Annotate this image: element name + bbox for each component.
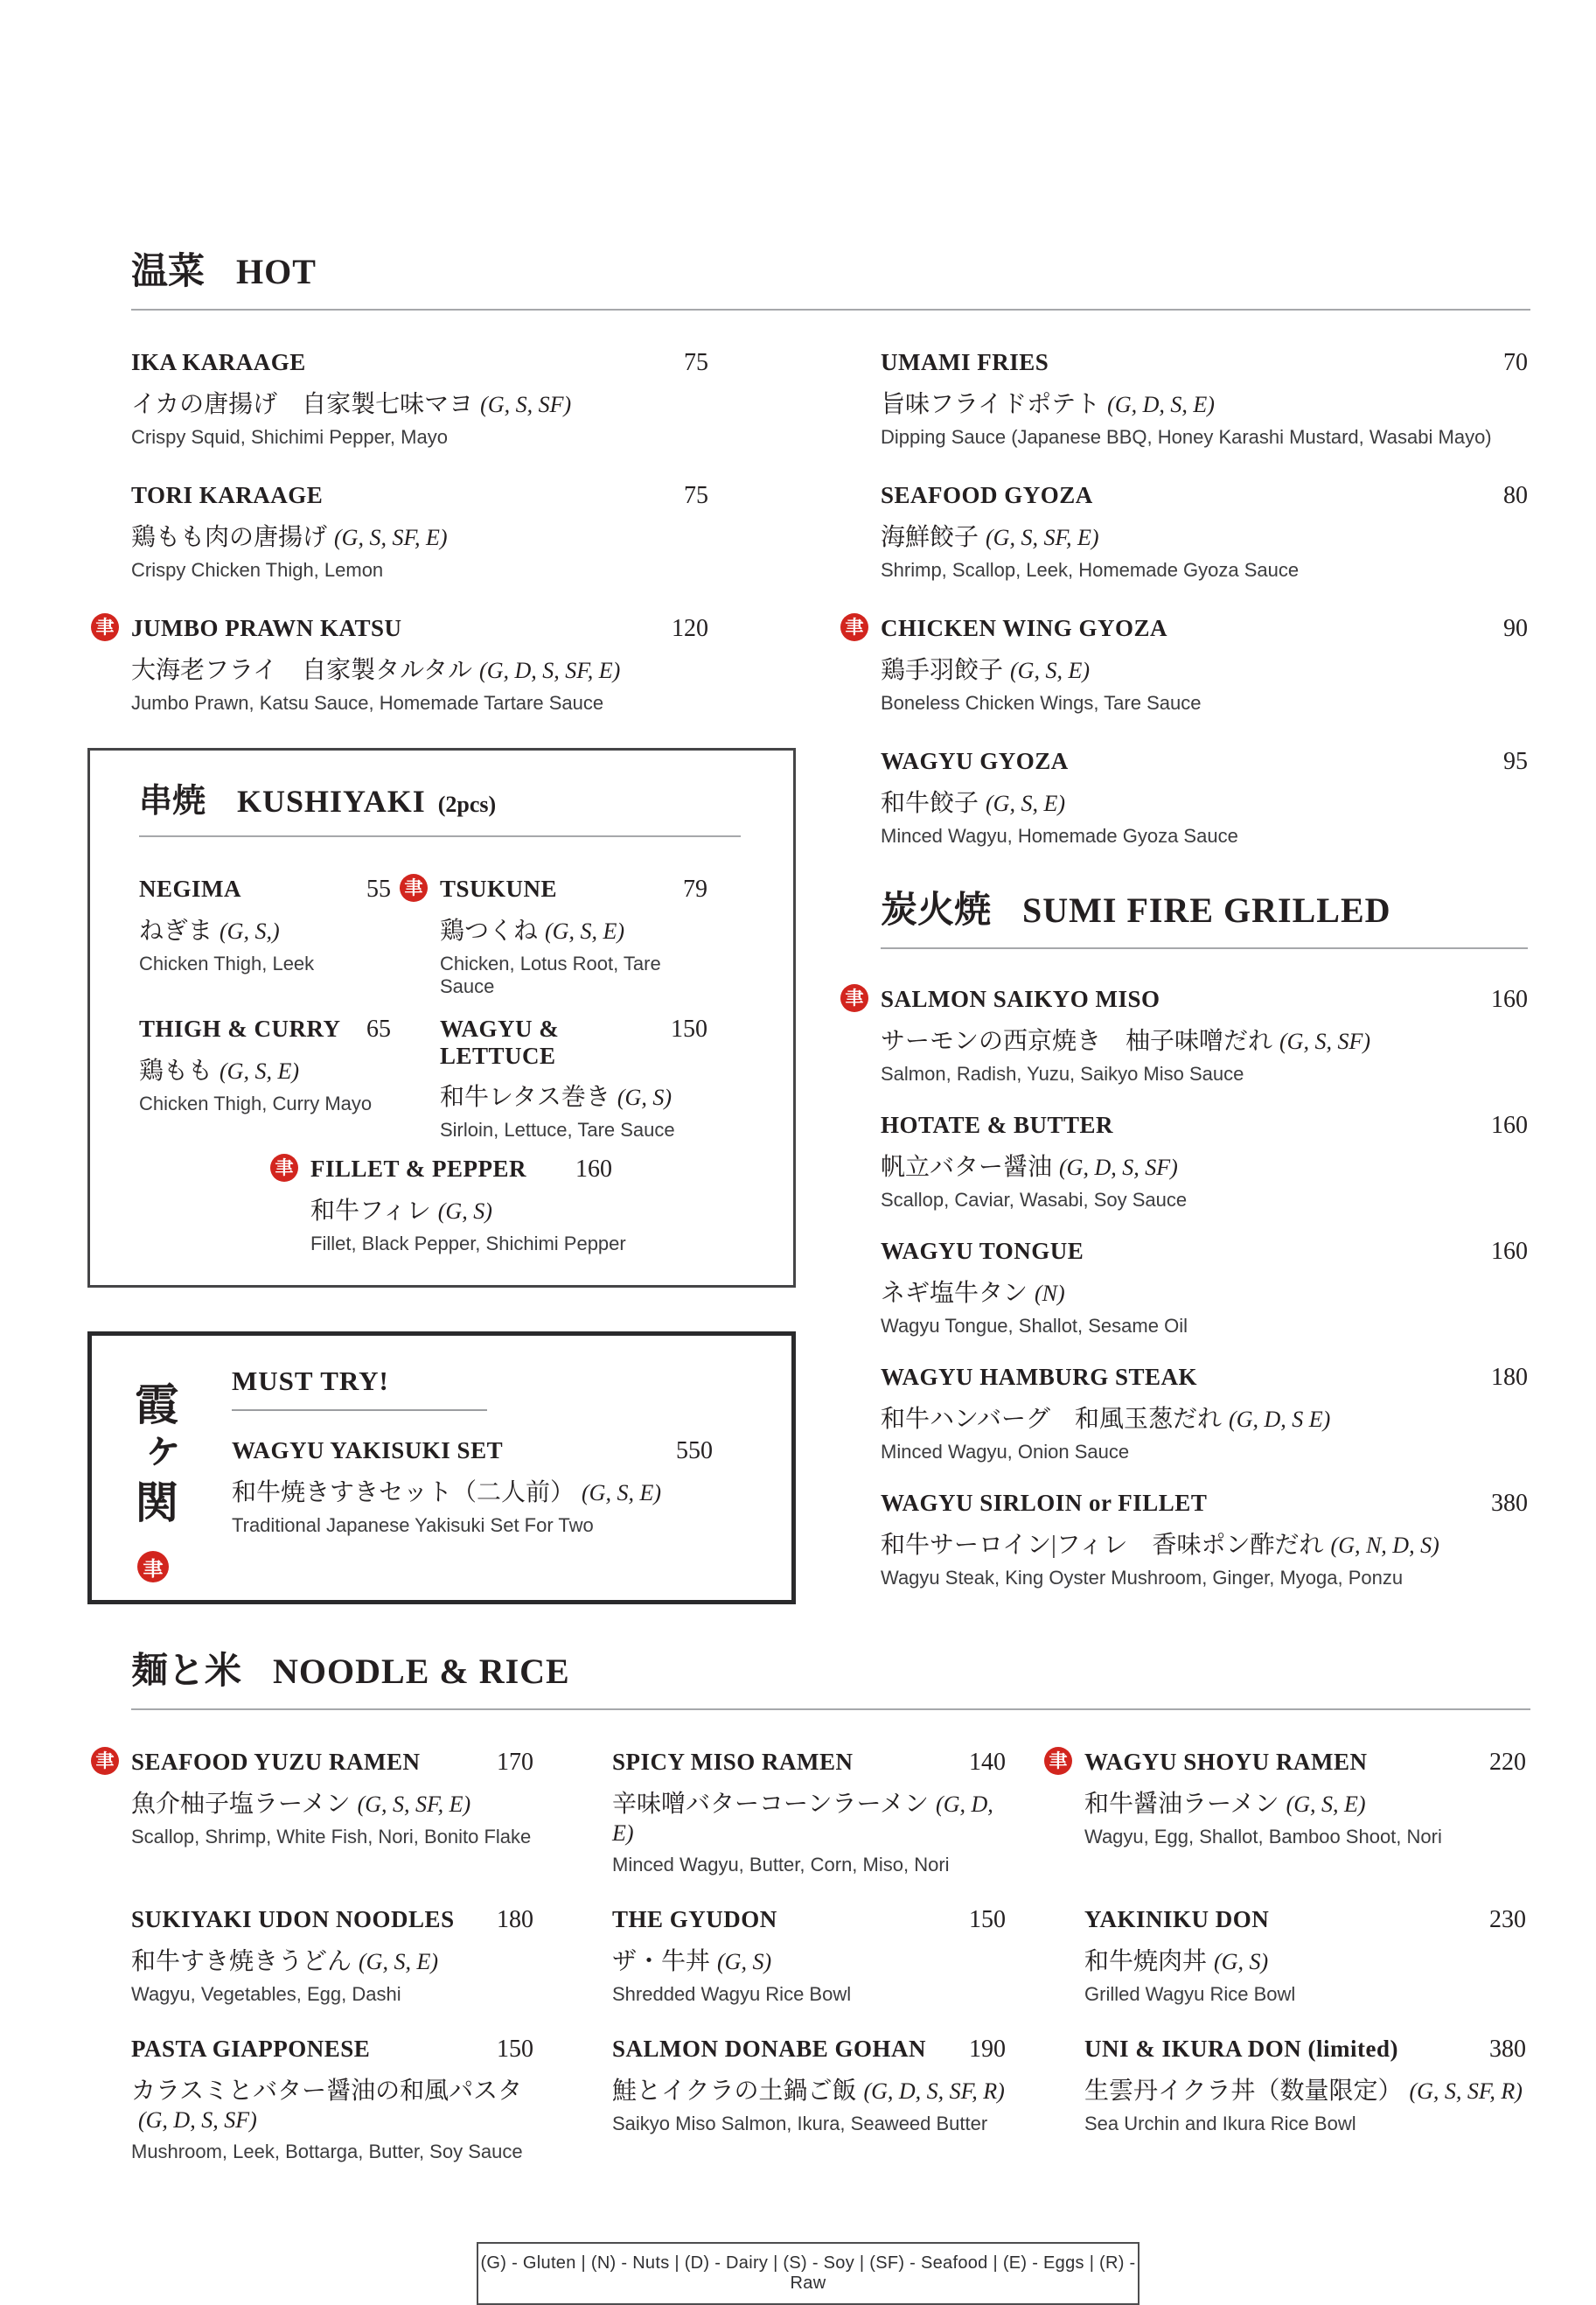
item-japanese: 和牛醤油ラーメン (G, S, E) xyxy=(1084,1791,1366,1818)
item-description: Fillet, Black Pepper, Shichimi Pepper xyxy=(310,1233,626,1254)
item-name-row xyxy=(881,482,1528,510)
item-price: 79 xyxy=(683,876,707,903)
item-name-row xyxy=(275,1156,741,1184)
section-kushiyaki-box xyxy=(87,748,796,1288)
menu-item-pasta-giapponese xyxy=(131,2036,533,2163)
item-japanese: 和牛レタス巻き (G, S) xyxy=(440,1084,672,1111)
item-name-row xyxy=(232,1437,756,1465)
item-japanese: 鶏つくね (G, S, E) xyxy=(440,918,624,945)
item-name-row xyxy=(1049,1749,1526,1777)
item-name-row xyxy=(881,1238,1528,1266)
item-japanese: 大海老フライ 自家製タルタル (G, D, S, SF, E) xyxy=(131,657,621,684)
item-japanese: 和牛餃子 (G, S, E) xyxy=(881,790,1065,817)
item-name-row xyxy=(95,615,708,643)
item-allergens: (G, S, E) xyxy=(582,1480,661,1505)
item-price: 75 xyxy=(684,482,708,509)
menu-item-thigh-curry xyxy=(139,1016,391,1142)
noodle-grid xyxy=(95,1749,1530,2193)
item-allergens: (G, S) xyxy=(717,1949,772,1974)
item-allergens: (G, D, E) xyxy=(612,1792,993,1846)
item-japanese: 和牛焼きすきセット（二人前） (G, S, E) xyxy=(232,1479,661,1506)
item-allergens: (G, D, S, SF, R) xyxy=(863,2078,1005,2104)
signature-seal-icon: 聿 xyxy=(400,874,428,902)
section-noodle xyxy=(95,1642,1530,2193)
item-description: Chicken Thigh, Curry Mayo xyxy=(139,1093,373,1114)
item-name: SALMON SAIKYO MISO xyxy=(881,986,1160,1012)
signature-seal-icon: 聿 xyxy=(1044,1747,1072,1775)
item-japanese: 帆立バター醤油 (G, D, S, SF) xyxy=(881,1154,1178,1181)
signature-seal-icon: 聿 xyxy=(270,1154,298,1182)
item-price: 180 xyxy=(497,1906,533,1933)
item-japanese: 生雲丹イクラ丼（数量限定） (G, S, SF, R) xyxy=(1084,2078,1523,2105)
item-japanese: 海鮮餃子 (G, S, SF, E) xyxy=(881,524,1099,551)
menu-item-wagyu-tongue xyxy=(881,1238,1528,1338)
item-description: Minced Wagyu, Homemade Gyoza Sauce xyxy=(881,825,1238,847)
item-name: WAGYU SIRLOIN or FILLET xyxy=(881,1490,1208,1516)
item-price: 160 xyxy=(1491,1112,1528,1139)
item-description: Chicken, Lotus Root, Tare Sauce xyxy=(440,953,661,997)
item-allergens: (G, S, SF, R) xyxy=(1409,2078,1523,2104)
item-description: Wagyu, Vegetables, Egg, Dashi xyxy=(131,1983,401,2005)
item-price: 75 xyxy=(684,349,708,376)
item-name: YAKINIKU DON xyxy=(1084,1906,1270,1932)
item-name-row xyxy=(1084,2036,1526,2064)
item-description: Salmon, Radish, Yuzu, Saikyo Miso Sauce xyxy=(881,1063,1244,1085)
item-name: WAGYU HAMBURG STEAK xyxy=(881,1364,1198,1390)
item-description: Shredded Wagyu Rice Bowl xyxy=(612,1983,852,2005)
item-description: Scallop, Caviar, Wasabi, Soy Sauce xyxy=(881,1189,1188,1211)
item-price: 120 xyxy=(672,615,708,642)
item-name: SEAFOOD GYOZA xyxy=(881,482,1093,508)
right-column xyxy=(845,349,1528,1616)
item-price: 150 xyxy=(497,2036,533,2063)
item-allergens: (G, S, E) xyxy=(359,1949,438,1974)
item-allergens: (G, S, SF, E) xyxy=(986,525,1099,550)
item-description: Dipping Sauce (Japanese BBQ, Honey Karashi Mustard, Wasabi Mayo) xyxy=(881,426,1492,448)
section-hot-title-en: HOT xyxy=(236,252,317,291)
section-hot-header xyxy=(131,242,1530,295)
menu-item-jumbo-prawn-katsu xyxy=(95,615,708,715)
item-allergens: (G, N, D, S) xyxy=(1330,1533,1439,1558)
section-noodle-title-jp: 麺と米 xyxy=(131,1652,242,1692)
item-price: 160 xyxy=(1491,986,1528,1013)
item-japanese: 旨味フライドポテト (G, D, S, E) xyxy=(881,391,1215,418)
item-japanese: ザ・牛丼 (G, S) xyxy=(612,1948,772,1975)
menu-item-fillet-pepper xyxy=(275,1156,741,1255)
menu-item-spicy-miso-ramen xyxy=(612,1749,1006,1876)
item-description: Saikyo Miso Salmon, Ikura, Seaweed Butter xyxy=(612,2113,988,2134)
section-kushiyaki-rule xyxy=(139,835,741,837)
item-allergens: (G, S) xyxy=(617,1085,672,1110)
menu-item-tori-karaage xyxy=(131,482,708,582)
item-price: 380 xyxy=(1491,1490,1528,1517)
menu-item-chicken-wing-gyoza xyxy=(845,615,1528,715)
item-name: HOTATE & BUTTER xyxy=(881,1112,1114,1138)
item-description: Boneless Chicken Wings, Tare Sauce xyxy=(881,692,1202,714)
item-name: THIGH & CURRY xyxy=(139,1016,341,1042)
item-allergens: (G, S,) xyxy=(220,919,280,944)
item-price: 160 xyxy=(1491,1238,1528,1265)
item-description: Wagyu, Egg, Shallot, Bamboo Shoot, Nori xyxy=(1084,1826,1442,1847)
menu-item-wagyu-yakisuki-set xyxy=(232,1437,756,1537)
item-name-row xyxy=(131,1906,533,1934)
item-allergens: (G, S) xyxy=(437,1198,492,1224)
section-kushiyaki-title-en: KUSHIYAKI xyxy=(237,784,426,819)
signature-seal-icon: 聿 xyxy=(840,984,868,1012)
menu-item-wagyu-hamburg-steak xyxy=(881,1364,1528,1463)
menu-item-the-gyudon xyxy=(612,1906,1006,2006)
item-allergens: (G, S, SF) xyxy=(1279,1029,1370,1054)
item-name: TSUKUNE xyxy=(440,876,558,902)
item-description: Mushroom, Leek, Bottarga, Butter, Soy Sauce xyxy=(131,2141,523,2162)
item-name-row xyxy=(131,349,708,377)
item-japanese: 和牛サーロイン|フィレ 香味ポン酢だれ (G, N, D, S) xyxy=(881,1532,1439,1559)
section-hot-title-jp: 温菜 xyxy=(131,252,206,292)
item-description: Grilled Wagyu Rice Bowl xyxy=(1084,1983,1296,2005)
item-allergens: (G, D, S E) xyxy=(1229,1407,1331,1432)
item-name-row xyxy=(612,1906,1006,1934)
brand-seal-icon: 聿 xyxy=(137,1551,169,1582)
menu-item-tsukune xyxy=(404,876,707,998)
item-name: TORI KARAAGE xyxy=(131,482,324,508)
item-price: 95 xyxy=(1503,748,1528,775)
item-allergens: (G, S, SF) xyxy=(480,392,572,417)
menu-item-yakiniku-don xyxy=(1084,1906,1526,2006)
signature-seal-icon: 聿 xyxy=(91,613,119,641)
item-price: 65 xyxy=(366,1016,391,1043)
item-allergens: (G, D, S, SF, E) xyxy=(479,658,621,683)
menu-item-ika-karaage xyxy=(131,349,708,449)
item-name-row xyxy=(881,1490,1528,1518)
signature-seal-icon: 聿 xyxy=(840,613,868,641)
section-kushiyaki-note: (2pcs) xyxy=(437,792,497,817)
item-japanese: 鶏もも肉の唐揚げ (G, S, SF, E) xyxy=(131,524,448,551)
section-sumi-header xyxy=(881,881,1528,933)
section-sumi-rule xyxy=(881,947,1528,949)
item-name: WAGYU TONGUE xyxy=(881,1238,1084,1264)
menu-item-umami-fries xyxy=(881,349,1528,449)
must-try-rule xyxy=(232,1409,487,1411)
menu-item-wagyu-shoyu-ramen xyxy=(1049,1749,1526,1876)
item-name: WAGYU GYOZA xyxy=(881,748,1069,774)
item-name: FILLET & PEPPER xyxy=(310,1156,527,1182)
item-japanese: サーモンの西京焼き 柚子味噌だれ (G, S, SF) xyxy=(881,1028,1370,1055)
signature-seal-icon: 聿 xyxy=(91,1747,119,1775)
item-allergens: (G, S, E) xyxy=(986,791,1065,816)
item-japanese: 魚介柚子塩ラーメン (G, S, SF, E) xyxy=(131,1791,471,1818)
item-name-row xyxy=(881,1364,1528,1392)
item-price: 380 xyxy=(1489,2036,1526,2063)
item-name-row xyxy=(131,482,708,510)
item-price: 160 xyxy=(575,1156,613,1183)
item-name: WAGYU YAKISUKI SET xyxy=(232,1437,504,1463)
section-sumi-title-jp: 炭火焼 xyxy=(881,891,992,931)
item-description: Sirloin, Lettuce, Tare Sauce xyxy=(440,1119,675,1141)
section-noodle-header xyxy=(131,1642,1530,1694)
section-noodle-rule xyxy=(131,1708,1530,1710)
menu-item-hotate-butter xyxy=(881,1112,1528,1212)
item-name-row xyxy=(139,876,391,904)
item-japanese: 和牛焼肉丼 (G, S) xyxy=(1084,1948,1269,1975)
menu-item-uni-ikura-don xyxy=(1084,2036,1526,2163)
item-price: 230 xyxy=(1489,1906,1526,1933)
item-name-row xyxy=(131,2036,533,2064)
menu-item-seafood-gyoza xyxy=(881,482,1528,582)
menu-item-seafood-yuzu-ramen xyxy=(95,1749,533,1876)
item-allergens: (G, D, S, E) xyxy=(1107,392,1215,417)
item-japanese: イカの唐揚げ 自家製七味マヨ (G, S, SF) xyxy=(131,391,572,418)
item-name-row xyxy=(881,1112,1528,1140)
menu-item-negima xyxy=(139,876,391,998)
item-japanese: ねぎま (G, S,) xyxy=(139,918,280,945)
menu-item-sukiyaki-udon-noodles xyxy=(131,1906,533,2006)
item-allergens: (G, S, SF, E) xyxy=(334,525,448,550)
section-noodle-title-en: NOODLE & RICE xyxy=(273,1652,570,1691)
item-name: JUMBO PRAWN KATSU xyxy=(131,615,402,641)
item-description: Crispy Chicken Thigh, Lemon xyxy=(131,559,384,581)
item-japanese: カラスミとバター醤油の和風パスタ(G, D, S, SF) xyxy=(131,2078,523,2133)
allergen-legend: (G) - Gluten | (N) - Nuts | (D) - Dairy | (S) - Soy | (SF) - Seafood | (E) - Eggs | (R) - Raw xyxy=(477,2242,1140,2305)
item-name-row xyxy=(139,1016,391,1044)
item-allergens: (G, S) xyxy=(1214,1949,1269,1974)
section-kushiyaki-title-jp: 串焼 xyxy=(139,783,206,820)
item-allergens: (N) xyxy=(1035,1281,1065,1306)
item-allergens: (G, S, E) xyxy=(545,919,624,944)
item-name-row xyxy=(881,748,1528,776)
item-price: 55 xyxy=(366,876,391,903)
item-japanese: 鮭とイクラの土鍋ご飯 (G, D, S, SF, R) xyxy=(612,2078,1005,2105)
item-allergens: (G, S, E) xyxy=(220,1058,299,1084)
item-name-row xyxy=(881,349,1528,377)
item-name: UMAMI FRIES xyxy=(881,349,1049,375)
item-name-row xyxy=(1084,1906,1526,1934)
item-price: 190 xyxy=(969,2036,1006,2063)
item-name: SEAFOOD YUZU RAMEN xyxy=(131,1749,421,1775)
item-description: Wagyu Tongue, Shallot, Sesame Oil xyxy=(881,1315,1188,1337)
item-allergens: (G, D, S, SF) xyxy=(138,2107,257,2133)
item-japanese: 和牛すき焼きうどん (G, S, E) xyxy=(131,1948,438,1975)
item-description: Shrimp, Scallop, Leek, Homemade Gyoza Sauce xyxy=(881,559,1300,581)
kushiyaki-grid xyxy=(139,876,741,1142)
item-description: Scallop, Shrimp, White Fish, Nori, Bonito Flake xyxy=(131,1826,532,1847)
item-name-row xyxy=(612,1749,1006,1777)
item-description: Jumbo Prawn, Katsu Sauce, Homemade Tartare Sauce xyxy=(131,692,604,714)
item-description: Crispy Squid, Shichimi Pepper, Mayo xyxy=(131,426,448,448)
item-price: 170 xyxy=(497,1749,533,1776)
item-description: Minced Wagyu, Onion Sauce xyxy=(881,1441,1130,1463)
item-price: 550 xyxy=(676,1437,713,1464)
item-name: IKA KARAAGE xyxy=(131,349,306,375)
left-column xyxy=(95,349,713,1616)
item-description: Sea Urchin and Ikura Rice Bowl xyxy=(1084,2113,1356,2134)
item-description: Minced Wagyu, Butter, Corn, Miso, Nori xyxy=(612,1854,950,1875)
must-try-content xyxy=(232,1366,756,1582)
item-price: 80 xyxy=(1503,482,1528,509)
item-allergens: (G, S, E) xyxy=(1286,1792,1366,1817)
item-description: Traditional Japanese Yakisuki Set For Two xyxy=(232,1514,594,1536)
item-price: 140 xyxy=(969,1749,1006,1776)
item-name: SALMON DONABE GOHAN xyxy=(612,2036,927,2062)
item-name-row xyxy=(440,1016,707,1070)
menu-item-salmon-saikyo-miso xyxy=(845,986,1528,1086)
item-price: 70 xyxy=(1503,349,1528,376)
item-price: 180 xyxy=(1491,1364,1528,1391)
item-name: WAGYU SHOYU RAMEN xyxy=(1084,1749,1368,1775)
item-japanese: 辛味噌バターコーンラーメン (G, D, E) xyxy=(612,1791,993,1846)
item-price: 150 xyxy=(969,1906,1006,1933)
must-try-box xyxy=(87,1331,796,1604)
item-description: Wagyu Steak, King Oyster Mushroom, Ginger, Myoga, Ponzu xyxy=(881,1567,1404,1589)
item-name: SUKIYAKI UDON NOODLES xyxy=(131,1906,455,1932)
item-japanese: 和牛フィレ (G, S) xyxy=(310,1198,492,1225)
item-name-row xyxy=(612,2036,1006,2064)
item-japanese: ネギ塩牛タン (N) xyxy=(881,1280,1065,1307)
item-name: CHICKEN WING GYOZA xyxy=(881,615,1168,641)
item-name: THE GYUDON xyxy=(612,1906,777,1932)
item-allergens: (G, D, S, SF) xyxy=(1059,1155,1178,1180)
menu-item-wagyu-lettuce xyxy=(440,1016,707,1142)
brand-calligraphy-text: 霞ヶ関 xyxy=(129,1381,178,1528)
section-hot-rule xyxy=(131,309,1530,311)
brand-calligraphy-column xyxy=(122,1366,185,1582)
item-name-row xyxy=(404,876,707,904)
menu-item-wagyu-gyoza xyxy=(881,748,1528,848)
item-allergens: (G, S, E) xyxy=(1010,658,1090,683)
section-sumi-title-en: SUMI FIRE GRILLED xyxy=(1022,891,1391,930)
item-name: UNI & IKURA DON (limited) xyxy=(1084,2036,1398,2062)
item-japanese: 和牛ハンバーグ 和風玉葱だれ (G, D, S E) xyxy=(881,1406,1331,1433)
item-name-row xyxy=(845,986,1528,1014)
item-name: PASTA GIAPPONESE xyxy=(131,2036,371,2062)
item-price: 150 xyxy=(671,1016,707,1043)
menu-item-salmon-donabe-gohan xyxy=(612,2036,1006,2163)
item-name-row xyxy=(845,615,1528,643)
item-japanese: 鶏もも (G, S, E) xyxy=(139,1058,299,1085)
section-kushiyaki-header xyxy=(139,773,741,821)
item-name: SPICY MISO RAMEN xyxy=(612,1749,854,1775)
item-name-row xyxy=(95,1749,533,1777)
item-description: Chicken Thigh, Leek xyxy=(139,953,315,974)
item-name: NEGIMA xyxy=(139,876,241,902)
item-japanese: 鶏手羽餃子 (G, S, E) xyxy=(881,657,1090,684)
menu-item-wagyu-sirloin-fillet xyxy=(881,1490,1528,1589)
hot-two-column-band xyxy=(95,349,1530,1616)
item-allergens: (G, S, SF, E) xyxy=(357,1792,471,1817)
item-price: 220 xyxy=(1489,1749,1526,1776)
sumi-items xyxy=(845,986,1528,1589)
item-name: WAGYU & LETTUCE xyxy=(440,1016,560,1069)
item-price: 90 xyxy=(1503,615,1528,642)
must-try-title: MUST TRY! xyxy=(232,1366,389,1396)
